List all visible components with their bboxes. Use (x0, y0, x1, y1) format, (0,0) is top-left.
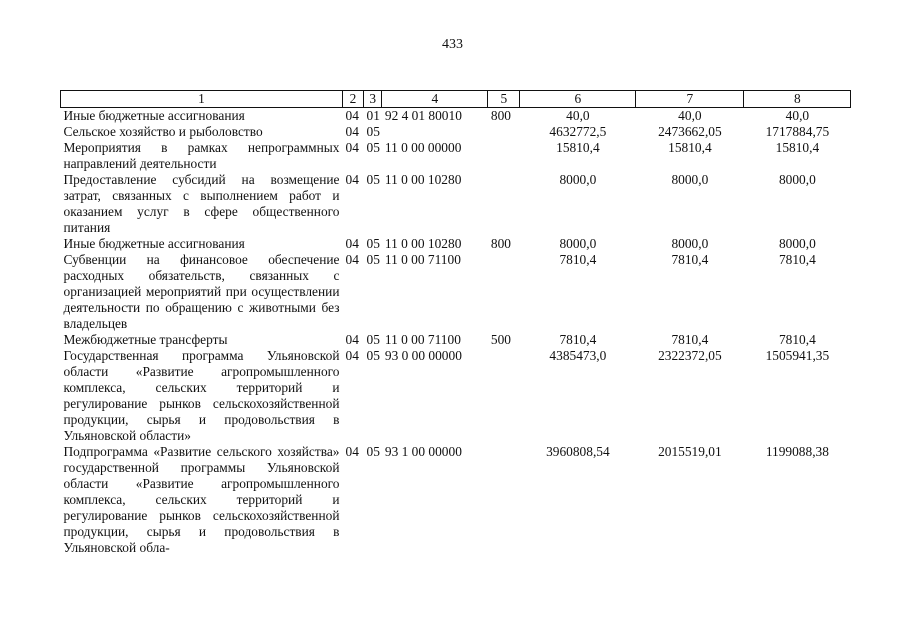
row-expense-type: 800 (490, 108, 511, 123)
row-subsection: 05 (366, 140, 380, 155)
row-amount-col8: 8000,0 (778, 236, 816, 251)
row-section: 04 (345, 236, 359, 251)
row-amount-col8: 7810,4 (778, 252, 816, 267)
table-row (61, 140, 851, 172)
row-target-code: 11 0 00 71100 (384, 252, 461, 267)
row-subsection: 05 (366, 444, 380, 459)
table-row (61, 124, 851, 140)
row-section: 04 (345, 252, 359, 267)
row-amount-col8: 1505941,35 (765, 348, 830, 363)
row-amount-col7: 2473662,05 (658, 124, 722, 139)
row-amount-col8: 8000,0 (778, 172, 816, 187)
row-name: Подпрограмма «Развитие сельского хозяйства» государственной программы Ульяновской области «Развитие агропромышленного комплекса, сельских территорий и регулирование рынков сельскохозяйственной продукции, сырья и продовольствия в Ульяновской обла- (63, 444, 340, 555)
row-subsection: 05 (366, 348, 380, 363)
header-cell: 4 (382, 91, 488, 108)
row-amount-col6: 4385473,0 (549, 348, 607, 363)
row-expense-type (488, 172, 520, 236)
row-amount-col6: 3960808,54 (546, 444, 610, 459)
row-name: Иные бюджетные ассигнования (63, 108, 245, 123)
row-amount-col7: 15810,4 (668, 140, 712, 155)
row-subsection: 05 (366, 124, 380, 139)
row-subsection: 05 (366, 236, 380, 251)
row-name: Иные бюджетные ассигнования (63, 236, 245, 251)
row-name: Мероприятия в рамках непрограммных направлений деятельности (63, 140, 340, 171)
row-amount-col6: 40,0 (566, 108, 590, 123)
row-expense-type (488, 124, 520, 140)
row-amount-col6: 8000,0 (559, 236, 597, 251)
row-target-code: 93 1 00 00000 (384, 444, 462, 459)
header-cell: 3 (364, 91, 382, 108)
row-expense-type (488, 140, 520, 172)
row-expense-type (488, 348, 520, 444)
row-amount-col7: 2015519,01 (658, 444, 722, 459)
row-amount-col6: 4632772,5 (549, 124, 607, 139)
row-amount-col7: 2322372,05 (658, 348, 722, 363)
row-amount-col6: 15810,4 (556, 140, 600, 155)
header-cell: 6 (520, 91, 636, 108)
row-section: 04 (345, 124, 359, 139)
page-number: 433 (442, 37, 463, 52)
row-amount-col8: 40,0 (785, 108, 810, 123)
row-amount-col8: 7810,4 (778, 332, 816, 347)
row-amount-col6: 7810,4 (559, 332, 597, 347)
row-subsection: 05 (366, 332, 380, 347)
row-amount-col8: 1717884,75 (765, 124, 830, 139)
row-expense-type: 800 (490, 236, 511, 251)
row-amount-col6: 8000,0 (559, 172, 597, 187)
header-cell: 1 (61, 91, 343, 108)
row-name: Субвенции на финансовое обеспечение расходных обязательств, связанных с организацией мероприятий при осуществлении деятельности по обращению с животными без владельцев (63, 252, 340, 331)
header-cell: 7 (636, 91, 744, 108)
row-name: Межбюджетные трансферты (63, 332, 228, 347)
row-amount-col7: 8000,0 (671, 236, 709, 251)
row-expense-type: 500 (490, 332, 511, 347)
table-row (61, 172, 851, 236)
row-section: 04 (345, 140, 359, 155)
row-target-code: 11 0 00 10280 (384, 172, 462, 187)
row-target-code: 11 0 00 00000 (384, 140, 462, 155)
row-section: 04 (345, 172, 359, 187)
row-subsection: 01 (366, 108, 380, 123)
row-amount-col7: 7810,4 (671, 252, 709, 267)
table-row (61, 444, 851, 556)
table-row (61, 108, 851, 125)
row-section: 04 (345, 444, 359, 459)
header-cell: 8 (744, 91, 851, 108)
row-amount-col7: 40,0 (678, 108, 702, 123)
row-target-code: 11 0 00 71100 (384, 332, 461, 347)
row-amount-col6: 7810,4 (559, 252, 597, 267)
row-subsection: 05 (366, 172, 380, 187)
row-amount-col8: 15810,4 (775, 140, 820, 155)
row-section: 04 (345, 348, 359, 363)
row-expense-type (488, 252, 520, 332)
table-row (61, 348, 851, 444)
row-name: Предоставление субсидий на возмещение затрат, связанных с выполнением работ и оказанием услуг в сфере общественного питания (63, 172, 340, 235)
row-subsection: 05 (366, 252, 380, 267)
row-section: 04 (345, 108, 359, 123)
row-target-code: 93 0 00 00000 (384, 348, 462, 363)
header-cell: 2 (343, 91, 364, 108)
row-amount-col7: 7810,4 (671, 332, 709, 347)
table-row (61, 332, 851, 348)
row-amount-col7: 8000,0 (671, 172, 709, 187)
row-amount-col8: 1199088,38 (765, 444, 829, 459)
header-cell: 5 (488, 91, 520, 108)
row-target-code: 92 4 01 80010 (384, 108, 462, 123)
table-row (61, 236, 851, 252)
budget-table (60, 90, 851, 556)
row-target-code: 11 0 00 10280 (384, 236, 462, 251)
row-name: Государственная программа Ульяновской области «Развитие агропромышленного комплекса, сельских территорий и регулирование рынков сельскохозяйственной продукции, сырья и продовольствия в Ульяновской области» (63, 348, 340, 443)
row-section: 04 (345, 332, 359, 347)
table-header-row (61, 91, 851, 108)
row-target-code (382, 124, 488, 140)
row-name: Сельское хозяйство и рыболовство (63, 124, 263, 139)
table-row (61, 252, 851, 332)
row-expense-type (488, 444, 520, 556)
